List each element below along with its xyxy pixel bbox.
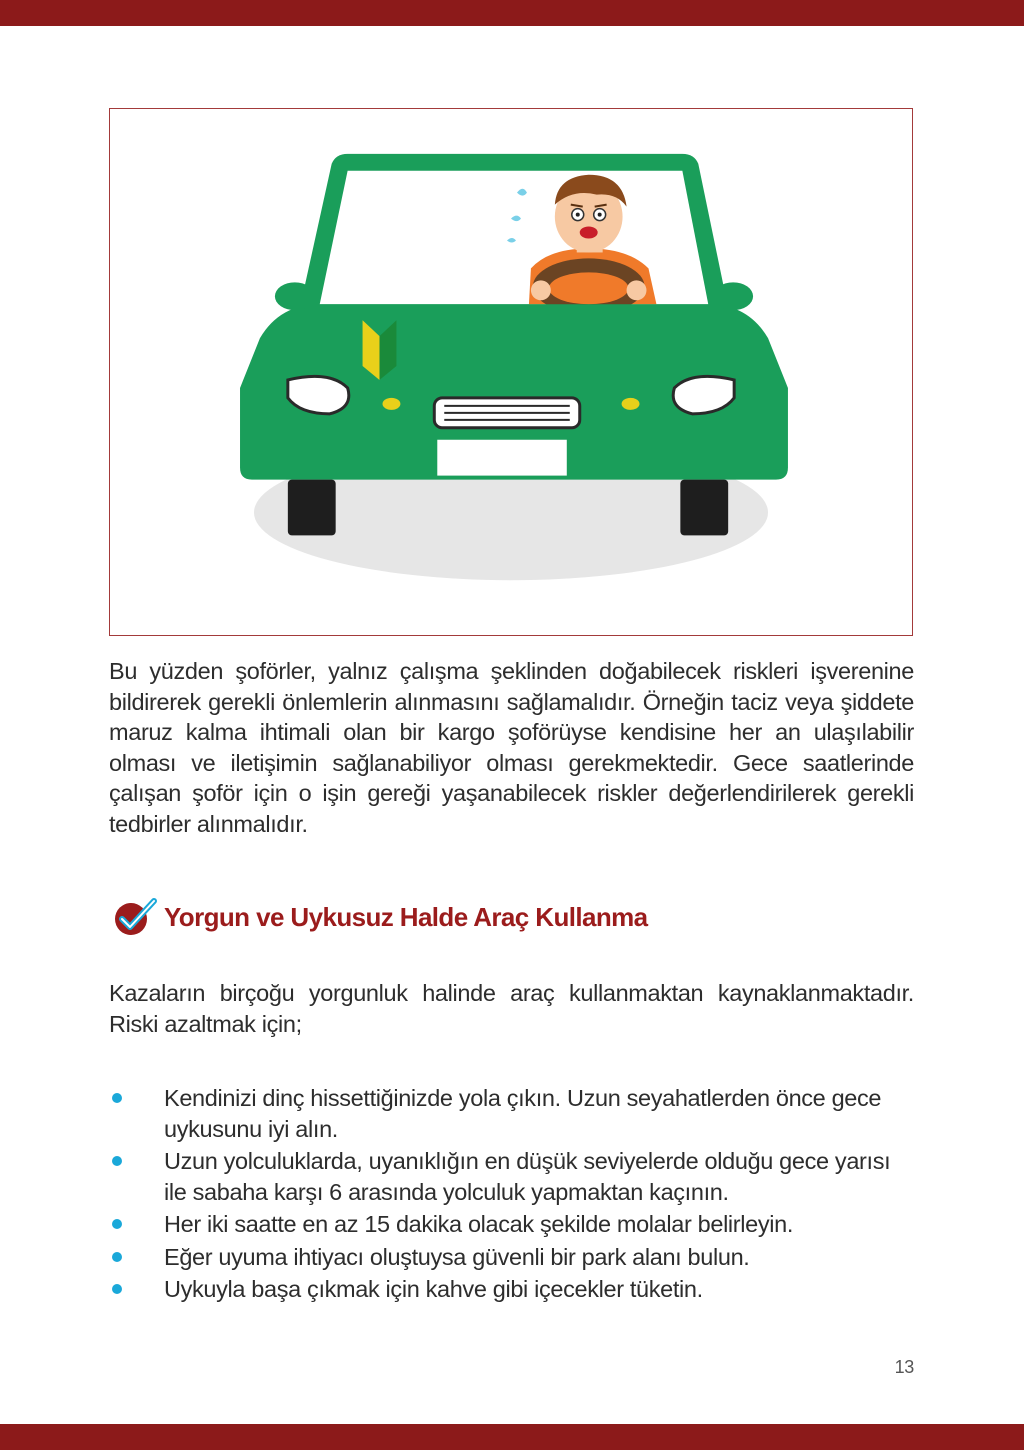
tips-list bbox=[109, 1083, 914, 1307]
risk-intro-paragraph: Kazaların birçoğu yorgunluk halinde araç kullanmaktan kaynaklanmaktadır. Riski azaltmak için; bbox=[109, 980, 914, 1037]
worried-driver-in-green-car-illustration bbox=[110, 109, 912, 635]
bullet-dot-icon bbox=[112, 1156, 122, 1166]
bullet-dot-icon bbox=[112, 1093, 122, 1103]
bullet-dot-icon bbox=[112, 1252, 122, 1262]
checkmark-icon bbox=[112, 897, 158, 937]
section-title: Yorgun ve Uykusuz Halde Araç Kullanma bbox=[164, 901, 648, 932]
bullet-dot-icon bbox=[112, 1284, 122, 1294]
top-brand-bar bbox=[0, 0, 1024, 26]
list-item: Her iki saatte en az 15 dakika olacak şekilde molalar belirleyin. bbox=[109, 1209, 914, 1240]
illustration-frame bbox=[109, 108, 913, 636]
list-item: Kendinizi dinç hissettiğinizde yola çıkın. Uzun seyahatlerden önce gece uykusunu iyi alın. bbox=[109, 1083, 914, 1144]
page-number: 13 bbox=[894, 1357, 914, 1377]
bottom-brand-bar bbox=[0, 1424, 1024, 1450]
intro-paragraph: Bu yüzden şoförler, yalnız çalışma şeklinden doğabilecek riskleri işverenine bildirerek gerekli önlemlerin alınmasını sağlamalıdır. Örneğin taciz veya şiddete maruz kalma ihtimali olan bir kargo şoförüyse kendisine her an ulaşılabilir olması ve iletişimin sağlanabiliyor olması gerekmektedir. Gece saatlerinde çalışan şoför için o işin gereği yaşanabilecek riskler değerlendirilerek gerekli tedbirler alınmalıdır. bbox=[109, 658, 914, 837]
bullet-dot-icon bbox=[112, 1219, 122, 1229]
section-heading bbox=[112, 897, 648, 937]
list-item: Uykuyla başa çıkmak için kahve gibi içecekler tüketin. bbox=[109, 1274, 914, 1305]
list-item: Eğer uyuma ihtiyacı oluştuysa güvenli bir park alanı bulun. bbox=[109, 1242, 914, 1273]
list-item: Uzun yolculuklarda, uyanıklığın en düşük seviyelerde olduğu gece yarısı ile sabaha karşı 6 arasında yolculuk yapmaktan kaçının. bbox=[109, 1146, 914, 1207]
